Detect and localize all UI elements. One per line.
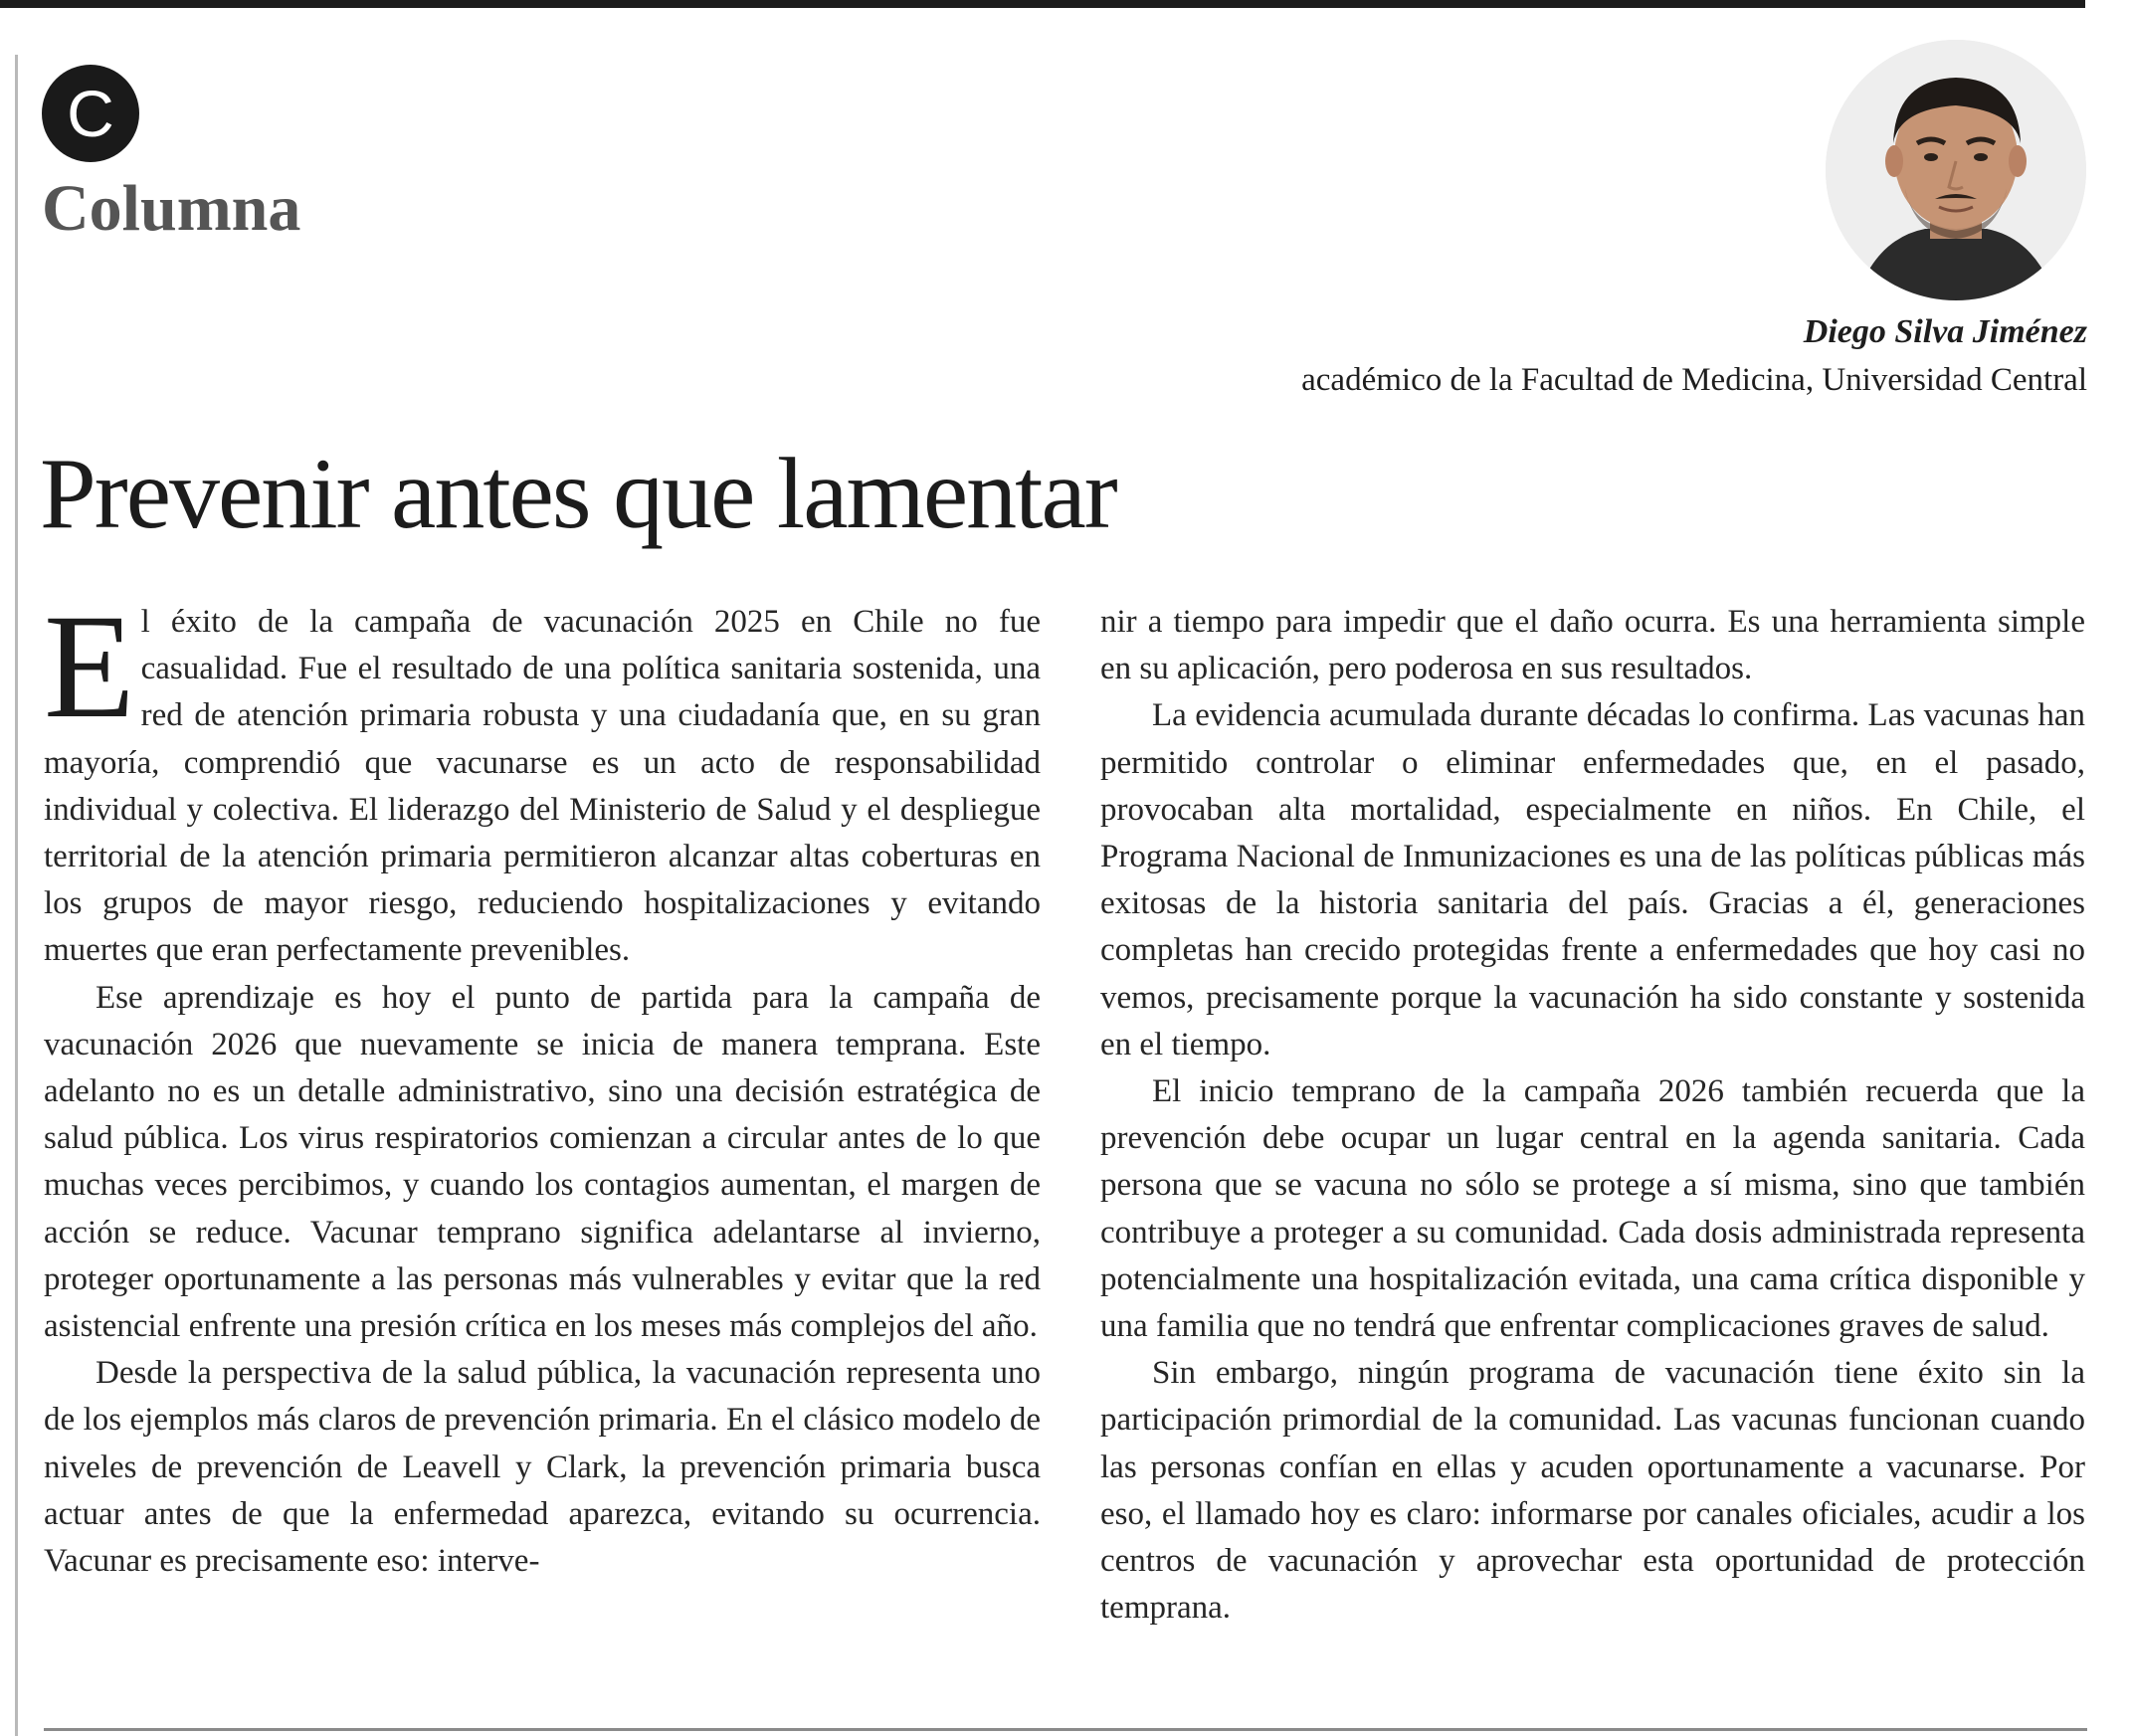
section-label: Columna [42,172,301,245]
article-column-left [44,584,1041,1585]
author-name: Diego Silva Jiménez [1803,313,2087,350]
drop-cap: E [44,584,135,749]
left-margin-rule [15,55,18,1736]
bottom-rule [44,1728,2087,1731]
article-paragraph: Desde la perspectiva de la salud pública, la vacunación representa uno de los ejemplos más claros de prevención primaria. En el clásico modelo de niveles de prevención de Leavell y Clark, la prevención primaria busca actuar antes de que la enfermedad aparezca, evitando su ocurrencia. Vacunar es precisamente eso: interve- [44,1355,1041,1580]
top-rule [0,0,2085,8]
article-headline: Prevenir antes que lamentar [40,438,1116,550]
article-paragraph: La evidencia acumulada durante décadas lo confirma. Las vacunas han permitido controlar o eliminar enfermedades que, en el pasado, provocaban alta mortalidad, especialmente en niños. En Chile, el Programa Nacional de Inmunizaciones es una de las políticas públicas más exitosas de la historia sanitaria del país. Gracias a él, generaciones completas han crecido protegidas frente a enfermedades que hoy casi no vemos, precisamente porque la vacunación ha sido constante y sostenida en el tiempo. [1100,697,2085,1062]
article-paragraph: nir a tiempo para impedir que el daño ocurra. Es una herramienta simple en su aplicación, pero poderosa en sus resultados. [1100,604,2085,687]
paragraph-text: l éxito de la campaña de vacunación 2025 en Chile no fue casualidad. Fue el resultado de una política sanitaria sostenida, una red de atención primaria robusta y una ciudadanía que, en su gran mayoría, comprendió que vacunarse es un acto de responsabilidad individual y colectiva. El liderazgo del Ministerio de Salud y el despliegue territorial de la atención primaria permitieron alcanzar altas coberturas en los grupos de mayor riesgo, reduciendo hospitalizaciones y evitando muertes que eran perfectamente prevenibles. [44,604,1041,969]
author-role: académico de la Facultad de Medicina, Universidad Central [1301,362,2087,398]
article-paragraph: Sin embargo, ningún programa de vacunación tiene éxito sin la participación primordial de la comunidad. Las vacunas funcionan cuando las personas confían en ellas y acuden oportunamente a vacunarse. Por eso, el llamado hoy es claro: informarse por canales oficiales, acudir a los centros de vacunación y aprovechar esta oportunidad de protección temprana. [1100,1355,2085,1627]
author-avatar [1826,40,2086,300]
article-paragraph: Ese aprendizaje es hoy el punto de partida para la campaña de vacunación 2026 que nuevamente se inicia de manera temprana. Este adelanto no es un detalle administrativo, sino una decisión estratégica de salud pública. Los virus respiratorios comienzan a circular antes de lo que muchas veces percibimos, y cuando los contagios aumentan, el margen de acción se reduce. Vacunar temprano significa adelantarse al invierno, proteger oportunamente a las personas más vulnerables y evitar que la red asistencial enfrente una presión crítica en los meses más complejos del año. [44,979,1041,1345]
article-column-right [1100,599,2085,1632]
article-paragraph [44,584,1041,975]
article-paragraph: El inicio temprano de la campaña 2026 también recuerda que la prevención debe ocupar un lugar central en la agenda sanitaria. Cada persona que se vacuna no sólo se protege a sí misma, sino que también contribuye a proteger a su comunidad. Cada dosis administrada representa potencialmente una hospitalización evitada, una cama crítica disponible y una familia que no tendrá que enfrentar complicaciones graves de salud. [1100,1073,2085,1345]
column-badge-icon: C [42,65,139,162]
author-portrait-icon [1826,40,2086,300]
